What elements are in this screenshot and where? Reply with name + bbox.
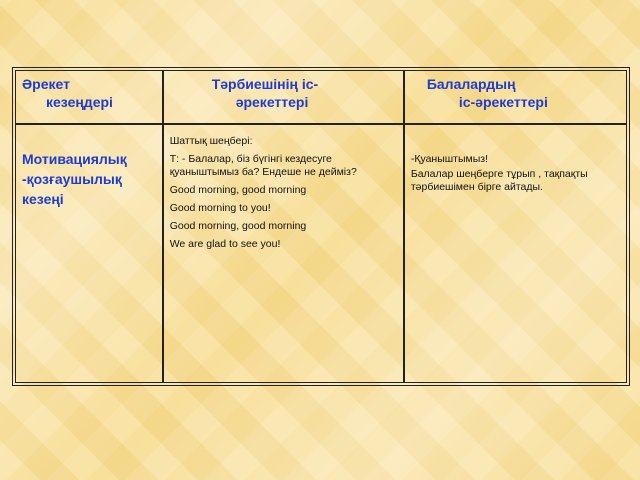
children-line: Балалар шеңберге тұрып , тақпақты тәрбиешімен бірге айтады. [410, 168, 588, 193]
header-children-actions [405, 71, 626, 111]
teacher-line: Good morning, good morning [169, 184, 307, 196]
header-teacher-line1: Тәрбиешінің іс- [211, 76, 319, 92]
table-row [16, 125, 626, 382]
teacher-line: Шаттық шеңбері: [169, 135, 253, 147]
header-teacher-line2: әрекеттері [235, 94, 309, 110]
header-stages [16, 71, 162, 111]
stage-name [16, 125, 162, 209]
lesson-plan-table [15, 70, 627, 383]
header-stages-line1: Әрекет [22, 76, 70, 92]
teacher-line: We are glad to see you! [169, 238, 281, 250]
header-children-cell [405, 71, 626, 125]
stage-line1: Мотивациялық [22, 151, 127, 167]
stage-cell [16, 125, 164, 382]
children-actions-cell [405, 125, 626, 382]
header-teacher-cell [164, 71, 405, 125]
stage-line3: кезеңі [22, 191, 64, 207]
teacher-line: Т: - Балалар, біз бүгінгі кездесуге қуаныштымыз ба? Ендеше не дейміз? [169, 153, 357, 178]
header-children-line1: Балалардың [426, 76, 516, 92]
header-teacher-actions [164, 71, 403, 111]
header-stages-cell [16, 71, 164, 125]
stage-line2: -қозғаушылық [22, 171, 122, 187]
children-actions [405, 125, 626, 194]
header-children-line2: іс-әрекеттері [458, 94, 548, 110]
header-stages-line2: кезеңдері [46, 94, 113, 110]
teacher-actions-cell [164, 125, 405, 382]
teacher-line: Good morning, good morning [169, 220, 307, 232]
teacher-actions [164, 125, 403, 251]
teacher-line: Good morning to you! [169, 202, 271, 214]
header-row [16, 71, 626, 125]
children-line: -Қуаныштымыз! [410, 153, 489, 165]
